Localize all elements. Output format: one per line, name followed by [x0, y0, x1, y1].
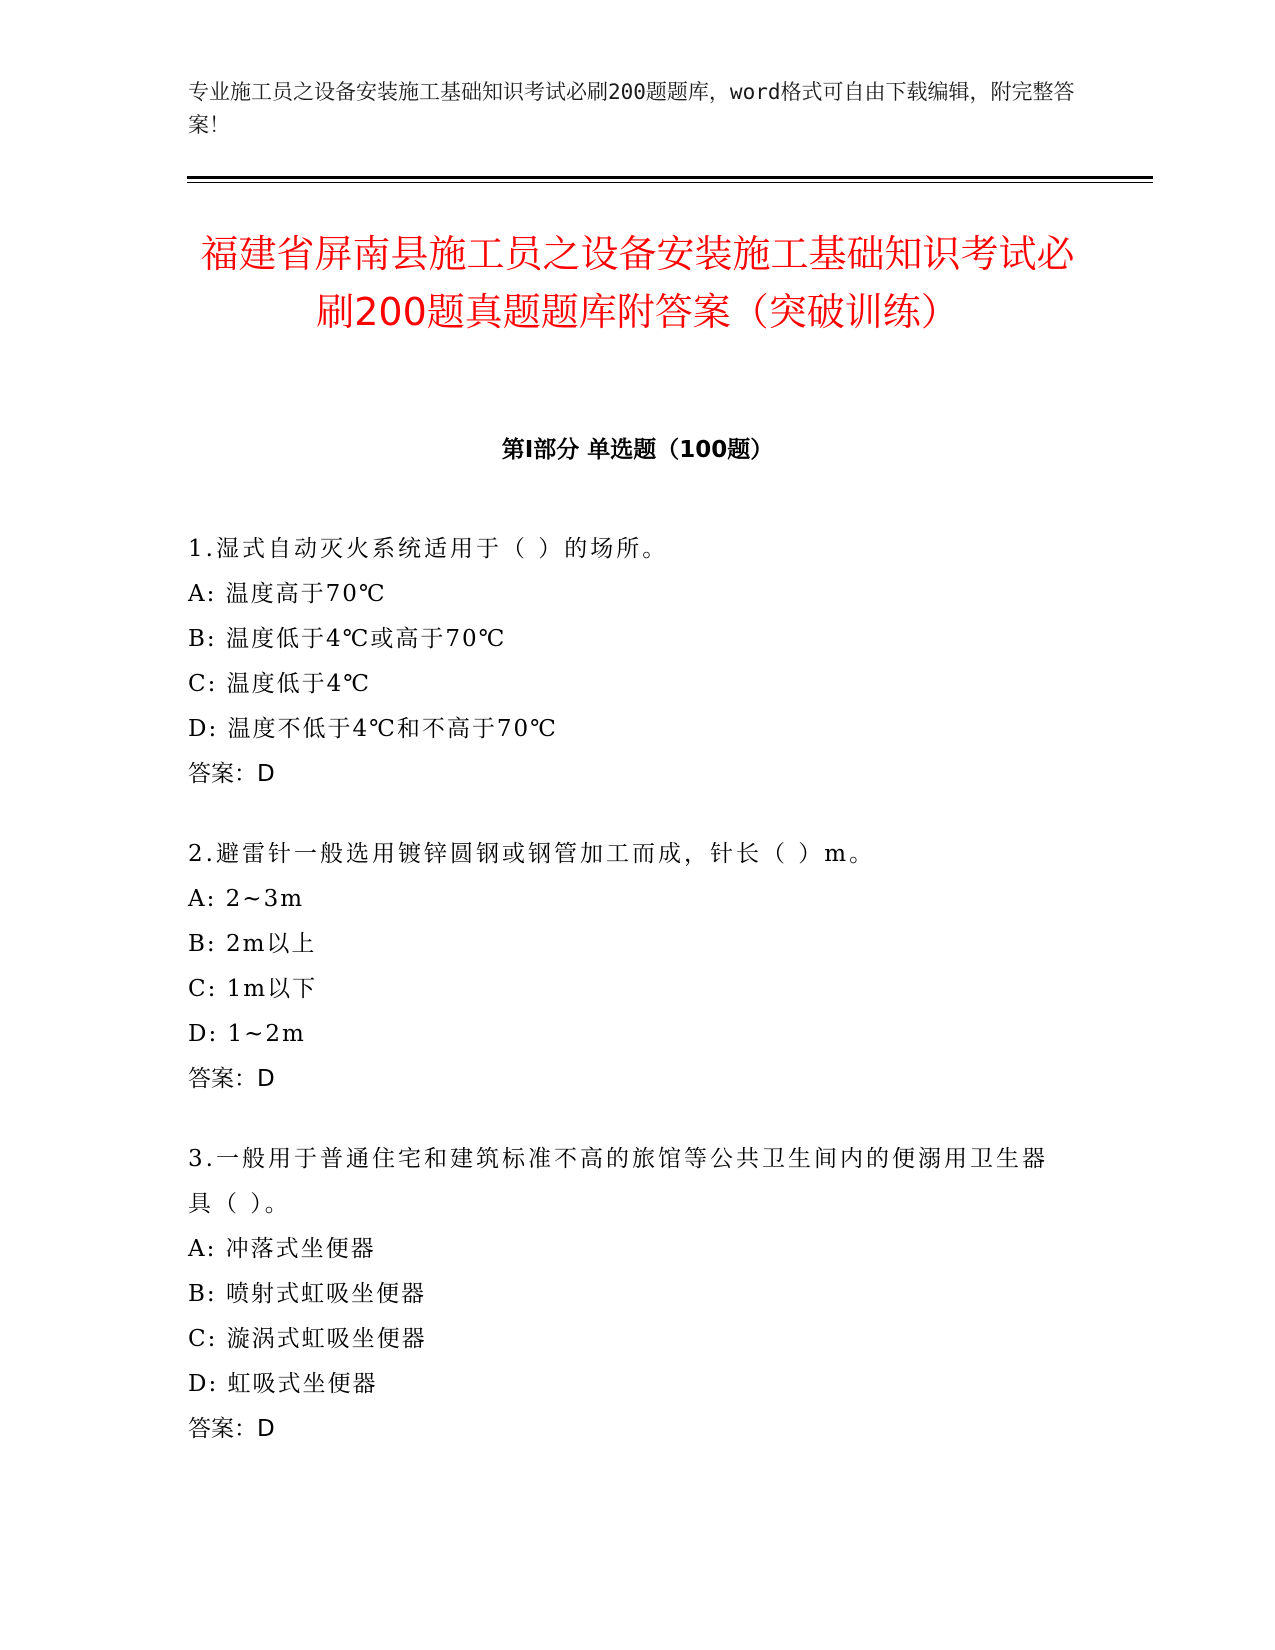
option-c: C: 1m以下	[188, 976, 318, 1002]
option-a: A: 2~3m	[188, 886, 305, 912]
header-note: 专业施工员之设备安装施工基础知识考试必刷200题题库，word格式可自由下载编辑，附完整答案！	[188, 80, 1075, 137]
section-title: 第Ⅰ部分 单选题（100题）	[501, 437, 774, 463]
question-item	[188, 527, 1068, 797]
option-b: B: 喷射式虹吸坐便器	[188, 1281, 426, 1307]
option-d: D: 1~2m	[188, 1021, 306, 1047]
document-title: 福建省屏南县施工员之设备安装施工基础知识考试必刷200题真题题库附答案（突破训练）	[200, 232, 1075, 334]
option-d: D: 温度不低于4℃和不高于70℃	[188, 716, 558, 742]
question-stem: 2.避雷针一般选用镀锌圆钢或钢管加工而成，针长（ ）m。	[188, 841, 876, 867]
option-c: C: 漩涡式虹吸坐便器	[188, 1326, 427, 1352]
option-b: B: 温度低于4℃或高于70℃	[188, 626, 507, 652]
option-d: D: 虹吸式坐便器	[188, 1371, 378, 1397]
question-item	[188, 1137, 1068, 1452]
answer: 答案：D	[188, 761, 275, 787]
option-b: B: 2m以上	[188, 931, 317, 957]
answer: 答案：D	[188, 1416, 275, 1442]
answer: 答案：D	[188, 1066, 275, 1092]
option-a: A: 温度高于70℃	[188, 581, 387, 607]
question-stem: 1.湿式自动灭火系统适用于（ ）的场所。	[188, 536, 669, 562]
option-a: A: 冲落式坐便器	[188, 1236, 376, 1262]
question-item	[188, 832, 1068, 1102]
option-c: C: 温度低于4℃	[188, 671, 372, 697]
question-list	[188, 527, 1068, 1487]
header-divider-thick	[187, 176, 1153, 179]
question-stem: 3.一般用于普通住宅和建筑标准不高的旅馆等公共卫生间内的便溺用卫生器具（ ）。	[188, 1146, 1048, 1217]
header-divider-thin	[187, 182, 1153, 183]
